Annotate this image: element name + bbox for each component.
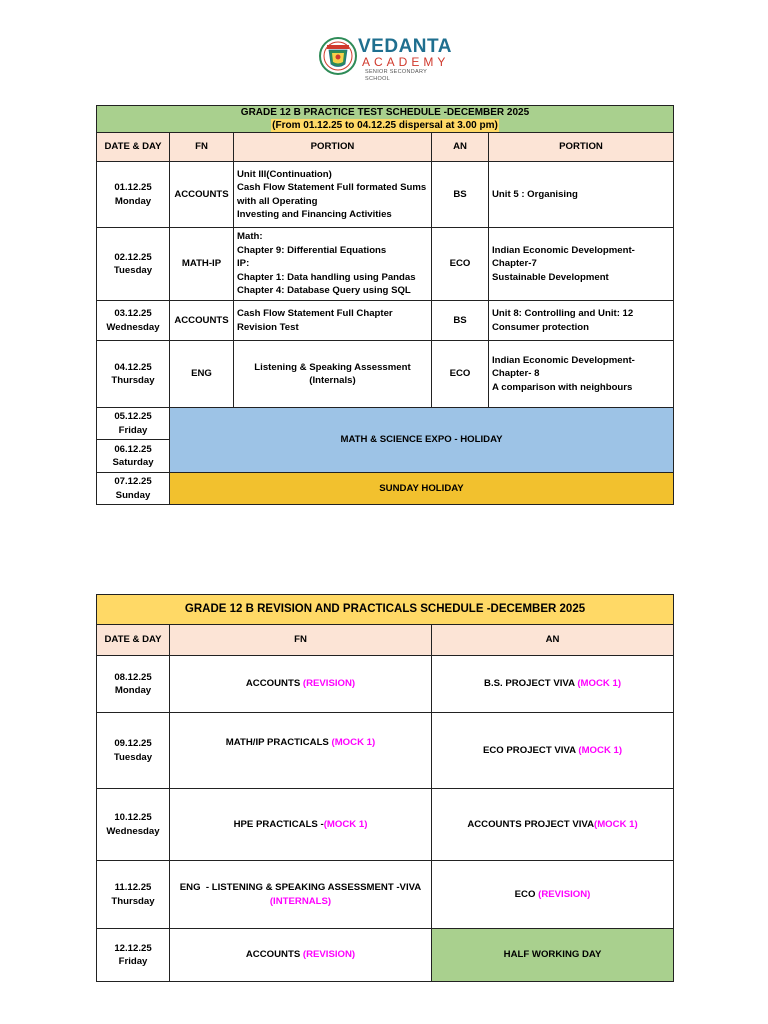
fn-subject: ACCOUNTS	[170, 301, 234, 341]
an-cell	[432, 929, 674, 982]
table-row	[97, 228, 674, 301]
fn-activity: MATH/IP PRACTICALS	[225, 737, 332, 748]
an-cell	[432, 656, 674, 713]
portion-line: Chapter 9: Differential Equations	[237, 244, 387, 256]
an-tag: (REVISION)	[538, 888, 591, 900]
day: Friday	[118, 424, 148, 436]
fn-tag: (REVISION)	[302, 678, 356, 690]
day: Monday	[114, 195, 152, 207]
table-row	[97, 789, 674, 861]
day: Sunday	[115, 489, 151, 501]
date-cell	[97, 656, 170, 713]
fn-cell	[170, 713, 432, 789]
an-subject: BS	[432, 301, 489, 341]
table-row	[97, 301, 674, 341]
date: 09.12.25	[114, 738, 152, 749]
table1-title-row	[97, 106, 674, 133]
header-an-portion: PORTION	[489, 133, 674, 162]
day: Wednesday	[106, 321, 160, 333]
date-cell	[97, 408, 170, 440]
date: 08.12.25	[114, 671, 152, 683]
header-fn: FN	[170, 625, 432, 656]
table-row	[97, 713, 674, 789]
date-cell	[97, 301, 170, 341]
portion-line: Unit III(Continuation)	[237, 168, 332, 180]
fn-cell	[170, 861, 432, 929]
table-row	[97, 162, 674, 228]
portion-line: Cash Flow Statement Full Chapter Revision Test	[237, 308, 393, 333]
an-activity: ECO PROJECT VIVA	[482, 744, 579, 756]
practice-test-table	[96, 105, 674, 505]
header-date-day: DATE & DAY	[97, 133, 170, 162]
table-row	[97, 929, 674, 982]
date-cell	[97, 341, 170, 408]
portion-line: IP:	[237, 258, 250, 270]
an-subject: ECO	[432, 228, 489, 301]
fn-portion	[234, 341, 432, 408]
table2-title: GRADE 12 B REVISION AND PRACTICALS SCHEDULE -DECEMBER 2025	[97, 595, 674, 625]
date: 07.12.25	[114, 476, 152, 487]
fn-portion	[234, 228, 432, 301]
fn-subject: MATH-IP	[170, 228, 234, 301]
an-portion	[489, 341, 674, 408]
header-fn-portion: PORTION	[234, 133, 432, 162]
date-cell	[97, 162, 170, 228]
date: 04.12.25	[114, 361, 152, 373]
fn-activity: ACCOUNTS	[245, 949, 303, 961]
holiday-row	[97, 408, 674, 440]
date-cell	[97, 929, 170, 982]
day: Wednesday	[106, 825, 160, 837]
header-date-day: DATE & DAY	[97, 625, 170, 656]
sunday-holiday-label: SUNDAY HOLIDAY	[170, 473, 674, 505]
portion-line: Listening & Speaking Assessment (Internals)	[254, 361, 411, 386]
day: Tuesday	[113, 265, 153, 276]
header-an: AN	[432, 133, 489, 162]
logo-subtitle: ACADEMY	[362, 55, 450, 69]
sunday-row	[97, 473, 674, 505]
table-row	[97, 341, 674, 408]
table-row	[97, 656, 674, 713]
an-cell	[432, 713, 674, 789]
date-cell	[97, 713, 170, 789]
table2-header-row	[97, 625, 674, 656]
fn-portion	[234, 162, 432, 228]
table1-title-line2: (From 01.12.25 to 04.12.25 dispersal at 3.00 pm)	[272, 120, 498, 131]
day: Saturday	[112, 457, 154, 468]
day: Thursday	[111, 375, 155, 386]
an-activity: B.S. PROJECT VIVA	[484, 678, 578, 690]
date: 01.12.25	[114, 182, 152, 193]
date: 11.12.25	[114, 882, 152, 893]
portion-line: Indian Economic Development-Chapter- 8	[492, 354, 635, 380]
date-cell	[97, 789, 170, 861]
portion-line: Math:	[237, 231, 263, 243]
header-an: AN	[432, 625, 674, 656]
day: Friday	[118, 956, 148, 967]
fn-cell	[170, 656, 432, 713]
an-portion	[489, 162, 674, 228]
table1-title	[97, 106, 674, 133]
an-portion	[489, 228, 674, 301]
date: 10.12.25	[114, 812, 152, 823]
table-row	[97, 861, 674, 929]
fn-subject: ENG	[170, 341, 234, 408]
table1-title-line1: GRADE 12 B PRACTICE TEST SCHEDULE -DECEMBER 2025	[240, 107, 530, 118]
an-activity: ECO	[514, 888, 539, 900]
an-tag: (MOCK 1)	[577, 678, 622, 690]
portion-line: Unit 8: Controlling and Unit: 12 Consumer protection	[492, 308, 634, 333]
table1-header-row	[97, 133, 674, 162]
date: 03.12.25	[114, 308, 152, 319]
date-cell	[97, 440, 170, 473]
date-cell	[97, 228, 170, 301]
date-cell	[97, 861, 170, 929]
portion-line: Chapter 1: Data handling using Pandas	[237, 271, 416, 283]
portion-line: Unit 5 : Organising	[492, 188, 578, 200]
fn-tag: (MOCK 1)	[323, 818, 368, 830]
fn-cell	[170, 929, 432, 982]
date: 12.12.25	[114, 942, 152, 954]
an-cell	[432, 861, 674, 929]
portion-line: Chapter 4: Database Query using SQL	[237, 285, 411, 297]
day: Monday	[114, 685, 152, 696]
portion-line: A comparison with neighbours	[492, 381, 633, 393]
an-cell	[432, 789, 674, 861]
holiday-label: MATH & SCIENCE EXPO - HOLIDAY	[170, 408, 674, 473]
revision-practicals-table	[96, 594, 674, 982]
portion-line: Cash Flow Statement Full formated Sums with all Operating	[237, 182, 427, 207]
half-working-day-label: HALF WORKING DAY	[503, 949, 602, 961]
fn-tag: (INTERNALS)	[269, 895, 332, 907]
fn-activity: ENG - LISTENING & SPEAKING ASSESSMENT -VIVA	[179, 882, 422, 893]
fn-subject: ACCOUNTS	[170, 162, 234, 228]
portion-line: Investing and Financing Activities	[237, 209, 392, 220]
fn-activity: HPE PRACTICALS -	[233, 818, 324, 830]
date-cell	[97, 473, 170, 505]
an-subject: BS	[432, 162, 489, 228]
fn-tag: (REVISION)	[302, 949, 356, 961]
fn-activity: ACCOUNTS	[245, 678, 303, 690]
table2-title-row	[97, 595, 674, 625]
an-tag: (MOCK 1)	[578, 744, 623, 756]
school-seal-icon	[318, 36, 358, 76]
header-fn: FN	[170, 133, 234, 162]
portion-line: Indian Economic Development-Chapter-7	[492, 244, 635, 270]
an-activity: ACCOUNTS PROJECT VIVA	[467, 818, 594, 830]
fn-tag: (MOCK 1)	[331, 737, 376, 748]
an-subject: ECO	[432, 341, 489, 408]
portion-line: Sustainable Development	[492, 271, 609, 283]
date: 06.12.25	[114, 443, 152, 455]
logo-tagline: SENIOR SECONDARY SCHOOL	[365, 69, 428, 82]
date: 02.12.25	[114, 251, 152, 263]
fn-cell	[170, 789, 432, 861]
day: Thursday	[111, 895, 155, 907]
an-tag: (MOCK 1)	[594, 818, 638, 830]
logo-name: VEDANTA	[358, 36, 452, 57]
date: 05.12.25	[114, 411, 152, 422]
fn-portion	[234, 301, 432, 341]
school-logo	[318, 36, 453, 82]
day: Tuesday	[113, 751, 153, 763]
an-portion	[489, 301, 674, 341]
